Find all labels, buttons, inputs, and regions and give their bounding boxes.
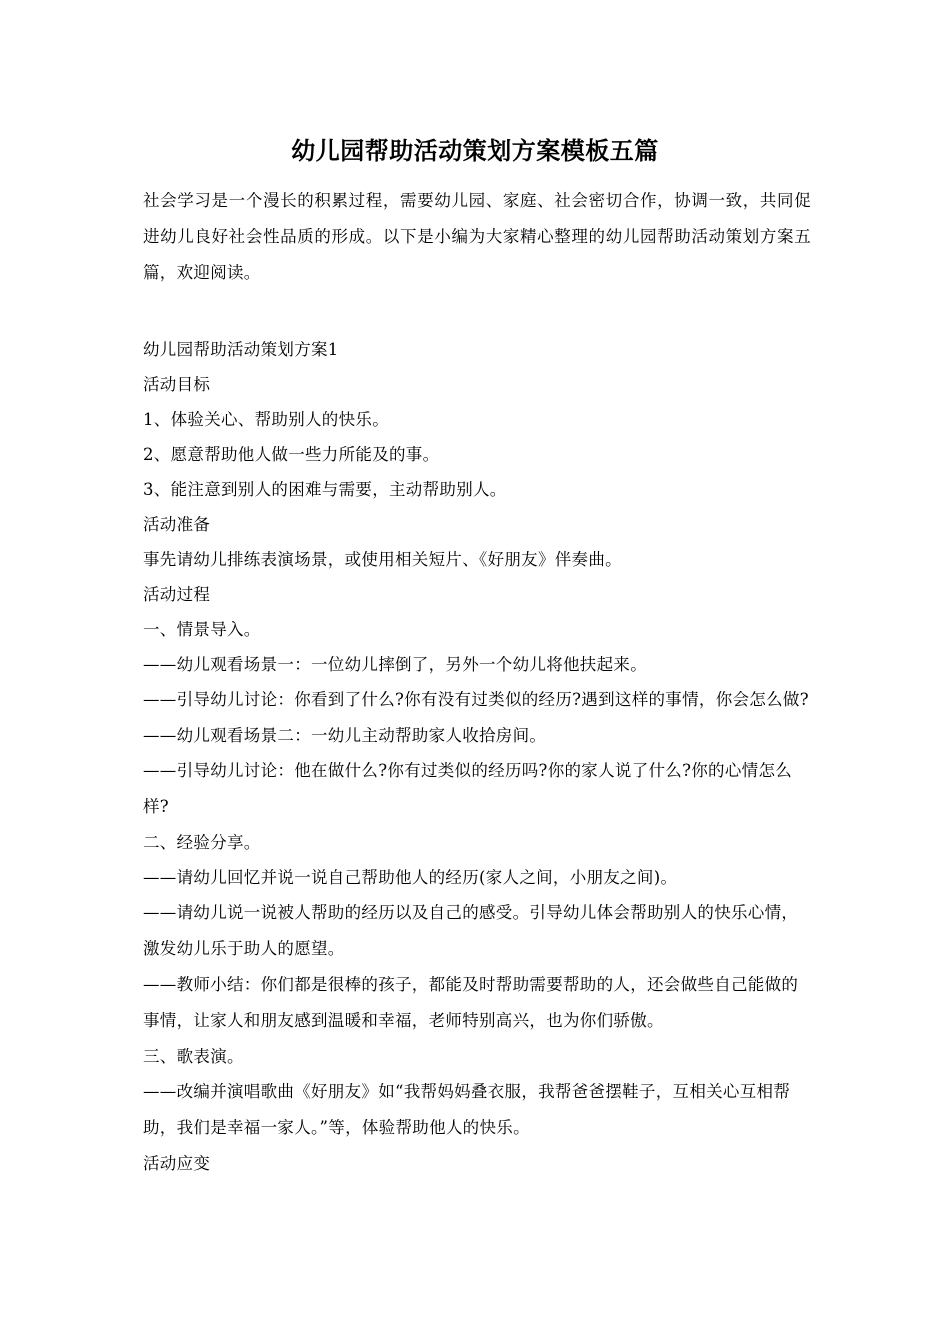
subheading-adaptation: 活动应变 bbox=[143, 1154, 211, 1173]
goal-item: 2、愿意帮助他人做一些力所能及的事。 bbox=[143, 445, 440, 464]
goal-item: 1、体验关心、帮助别人的快乐。 bbox=[143, 410, 389, 429]
goal-item: 3、能注意到别人的困难与需要，主动帮助别人。 bbox=[143, 480, 507, 499]
process-item: ——请幼儿回忆并说一说自己帮助他人的经历(家人之间，小朋友之间)。 bbox=[143, 868, 678, 887]
plan-section bbox=[143, 332, 811, 1181]
document-body bbox=[143, 183, 811, 1181]
process-item: ——引导幼儿讨论：他在做什么?你有过类似的经历吗?你的家人说了什么?你的心情怎么样? bbox=[143, 761, 793, 816]
process-item: ——改编并演唱歌曲《好朋友》如“我帮妈妈叠衣服，我帮爸爸摆鞋子，互相关心互相帮助，我们是幸福一家人。”等，体验帮助他人的快乐。 bbox=[143, 1082, 791, 1137]
process-item: ——幼儿观看场景一：一位幼儿摔倒了，另外一个幼儿将他扶起来。 bbox=[143, 655, 647, 674]
process-step-heading: 三、歌表演。 bbox=[143, 1047, 244, 1066]
subheading-preparation: 活动准备 bbox=[143, 515, 211, 534]
process-step-heading: 二、经验分享。 bbox=[143, 833, 261, 852]
subheading-goals: 活动目标 bbox=[143, 375, 211, 394]
process-step-heading: 一、情景导入。 bbox=[143, 620, 261, 639]
intro-paragraph: 社会学习是一个漫长的积累过程，需要幼儿园、家庭、社会密切合作，协调一致，共同促进幼儿良好社会性品质的形成。以下是小编为大家精心整理的幼儿园帮助活动策划方案五篇，欢迎阅读。 bbox=[143, 191, 811, 282]
subheading-process: 活动过程 bbox=[143, 585, 211, 604]
process-item: ——引导幼儿讨论：你看到了什么?你有没有过类似的经历?遇到这样的事情，你会怎么做? bbox=[143, 690, 809, 709]
section-heading: 幼儿园帮助活动策划方案1 bbox=[143, 340, 339, 359]
process-item: ——幼儿观看场景二：一幼儿主动帮助家人收拾房间。 bbox=[143, 726, 547, 745]
preparation-text: 事先请幼儿排练表演场景，或使用相关短片、《好朋友》伴奏曲。 bbox=[143, 550, 622, 569]
process-item: ——请幼儿说一说被人帮助的经历以及自己的感受。引导幼儿体会帮助别人的快乐心情，激发幼儿乐于助人的愿望。 bbox=[143, 903, 799, 958]
document-title: 幼儿园帮助活动策划方案模板五篇 bbox=[291, 136, 659, 165]
process-item: ——教师小结：你们都是很棒的孩子，都能及时帮助需要帮助的人，还会做些自己能做的事情，让家人和朋友感到温暖和幸福，老师特别高兴，也为你们骄傲。 bbox=[143, 975, 799, 1030]
